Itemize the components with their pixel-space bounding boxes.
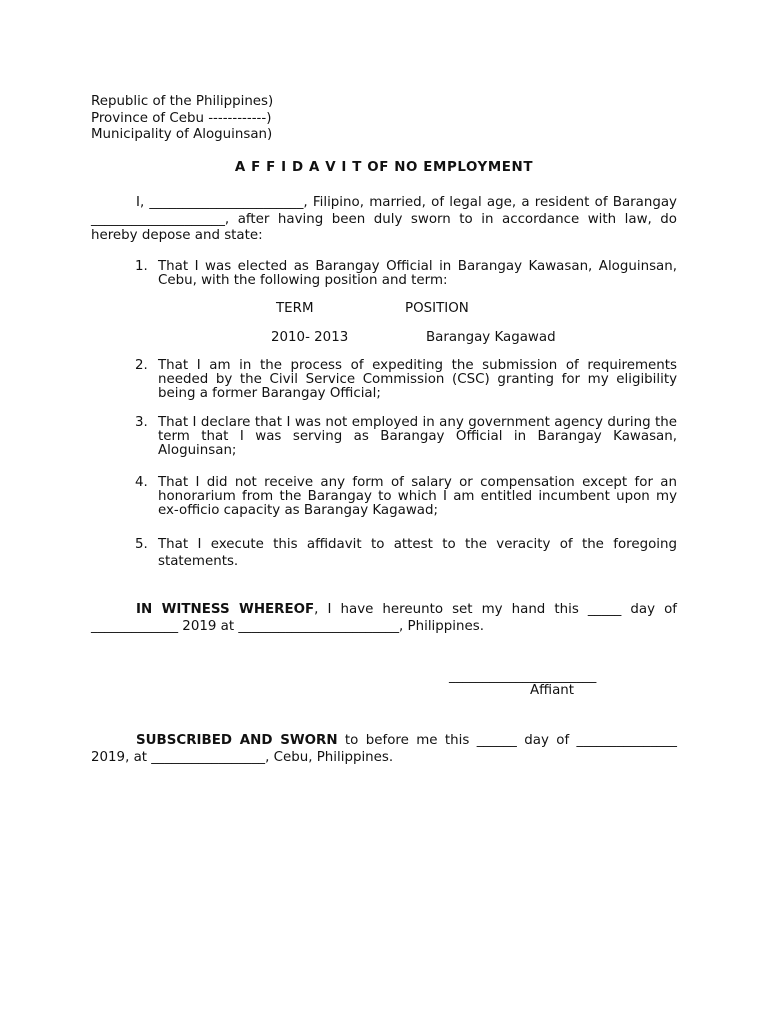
position-column-header: POSITION	[405, 301, 469, 316]
list-item	[91, 416, 677, 458]
jurat-paragraph	[91, 732, 677, 766]
item-number: 2.	[135, 358, 148, 373]
item-text: That I am in the process of expediting the submission of requirements needed by the Civil Service Commission (CSC) granting for my eligibility being a former Barangay Official;	[158, 358, 677, 401]
witness-heading: IN WITNESS WHEREOF	[136, 602, 315, 617]
list-item	[91, 536, 677, 570]
intro-paragraph: I, _______________________, Filipino, married, of legal age, a resident of Barangay ____________________, after having been duly sworn to in accordance with law, do hereby depose and state:	[91, 195, 677, 243]
item-5	[91, 536, 677, 570]
jurat-heading: SUBSCRIBED AND SWORN	[136, 733, 338, 748]
item-number: 5.	[135, 537, 148, 552]
header-republic: Republic of the Philippines)	[91, 94, 274, 109]
item-4	[91, 476, 677, 518]
list-item	[91, 359, 677, 401]
item-number: 4.	[135, 475, 148, 490]
item-number: 1.	[135, 259, 148, 274]
header-province: Province of Cebu ------------)	[91, 110, 272, 126]
item-2	[91, 359, 677, 401]
position-value: Barangay Kagawad	[426, 330, 556, 345]
affiant-label: Affiant	[530, 683, 575, 698]
header-municipality: Municipality of Aloguinsan)	[91, 127, 273, 142]
witness-text: , I have hereunto set my hand this _____ day of _____________ 2019 at ________________________, Philippines.	[91, 602, 677, 634]
signature-line: ______________________	[449, 669, 597, 684]
list-item	[91, 476, 677, 518]
item-3	[91, 416, 677, 458]
document-title: A F F I D A V I T OF NO EMPLOYMENT	[234, 160, 534, 175]
affidavit-document	[91, 94, 677, 765]
item-1	[91, 260, 677, 288]
item-text: That I execute this affidavit to attest to the veracity of the foregoing statements.	[158, 537, 677, 569]
document-header	[91, 94, 677, 144]
witness-paragraph	[91, 601, 677, 635]
jurat-text: to before me this ______ day of _______________ 2019, at _________________, Cebu, Philippines.	[91, 733, 677, 765]
term-column-header: TERM	[276, 301, 314, 316]
term-value: 2010- 2013	[271, 330, 349, 345]
item-number: 3.	[135, 415, 148, 430]
item-text: That I was elected as Barangay Official in Barangay Kawasan, Aloguinsan, Cebu, with the following position and term:	[158, 259, 677, 288]
item-text: That I did not receive any form of salary or compensation except for an honorarium from the Barangay to which I am entitled incumbent upon my ex-officio capacity as Barangay Kagawad;	[158, 475, 677, 518]
list-item	[91, 260, 677, 288]
item-text: That I declare that I was not employed in any government agency during the term that I was serving as Barangay Official in Barangay Kawasan, Aloguinsan;	[158, 415, 677, 458]
